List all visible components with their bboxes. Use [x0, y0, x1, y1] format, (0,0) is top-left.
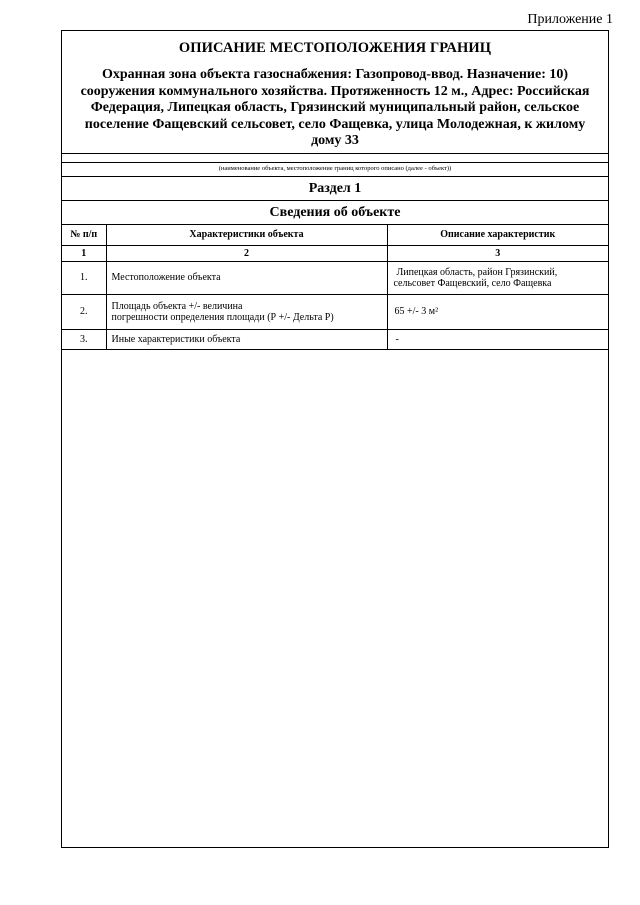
- characteristic-line: Площадь объекта +/- величина: [111, 300, 243, 312]
- appendix-label: Приложение 1: [527, 12, 613, 27]
- row-description: 65 +/- 3 м²: [387, 294, 608, 329]
- table-header-row: [62, 224, 608, 245]
- row-characteristic: [106, 294, 387, 329]
- column-number: 2: [106, 245, 387, 261]
- header-number: № п/п: [62, 224, 106, 245]
- document-title: ОПИСАНИЕ МЕСТОПОЛОЖЕНИЯ ГРАНИЦ: [178, 40, 492, 56]
- object-caption: (наименование объекта, местоположение границ которого описано (далее - объект)): [218, 164, 452, 172]
- characteristic-line: погрешности определения площади (Р +/- Дельта Р): [111, 311, 334, 323]
- row-description: [387, 261, 608, 294]
- row-description: -: [387, 329, 608, 349]
- column-number-row: [62, 245, 608, 261]
- row-characteristic: Местоположение объекта: [106, 261, 387, 294]
- object-info-table: [62, 224, 608, 350]
- column-number: 1: [62, 245, 106, 261]
- section-subtitle: Сведения об объекте: [62, 200, 608, 224]
- table-row: [62, 261, 608, 294]
- row-number: 3.: [62, 329, 106, 349]
- object-description: Охранная зона объекта газоснабжения: Газопровод-ввод. Назначение: 10) сооружения коммунального хозяйства. Протяженность 12 м., Адрес: Российская Федерация, Липецкая область, Грязинский муниципальный район, сельское поселение Фащевский сельсовет, село Фащевка, улица Молодежная, к жилому дому 33: [80, 67, 590, 148]
- table-row: [62, 294, 608, 329]
- row-characteristic: Иные характеристики объекта: [106, 329, 387, 349]
- table-row: [62, 329, 608, 349]
- column-number: 3: [387, 245, 608, 261]
- description-line: сельсовет Фащевский, село Фащевка: [393, 277, 552, 289]
- row-number: 2.: [62, 294, 106, 329]
- row-number: 1.: [62, 261, 106, 294]
- section-title: Раздел 1: [62, 176, 608, 200]
- description-line: Липецкая область, район Грязинский,: [396, 266, 558, 278]
- header-description: Описание характеристик: [387, 224, 608, 245]
- header-characteristic: Характеристики объекта: [106, 224, 387, 245]
- document-frame: [61, 30, 609, 848]
